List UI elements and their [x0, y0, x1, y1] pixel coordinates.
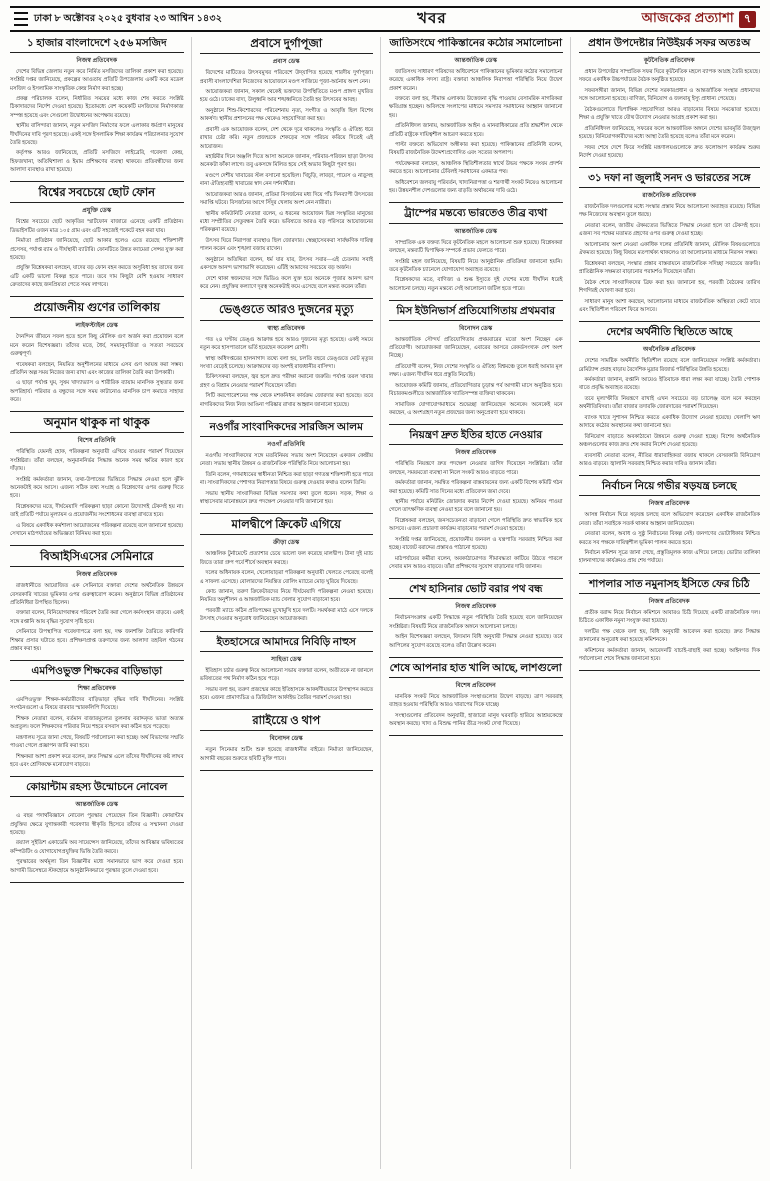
article-divider	[200, 709, 374, 710]
article-divider	[10, 411, 184, 412]
article-paragraph: আয়োজক কমিটি জানায়, প্রতিযোগিতার চূড়ান্ত পর্ব আগামী মাসে অনুষ্ঠিত হবে। বিচারকমণ্ডলীতে আন্তর্জাতিক খ্যাতিসম্পন্ন ব্যক্তিরা থাকবেন।	[389, 382, 563, 398]
article-paragraph: এ ছাড়া পর্যাপ্ত ঘুম, সুষম খাদ্যাভ্যাস ও শারীরিক ব্যায়াম মানসিক সুস্থতার জন্য অপরিহার্য। পরিবার ও বন্ধুদের সঙ্গে সময় কাটানোও মানসিক চাপ কমাতে সাহায্য করে।	[10, 380, 184, 403]
article-paragraph: নির্বাচনসংক্রান্ত একটি সিদ্ধান্তে নতুন পরিস্থিতি তৈরি হয়েছে বলে জানিয়েছেন সংশ্লিষ্টরা। বিষয়টি নিয়ে রাজনৈতিক অঙ্গনে আলোচনা চলছে।	[389, 615, 563, 630]
article-headline[interactable]: শাপলার সাত নমুনাসহ ইসিতে ফের চিঠি	[579, 578, 761, 594]
article-paragraph: মানবিক সংকট নিয়ে আন্তর্জাতিক সংস্থাগুলোর উদ্বেগ বাড়ছে। ত্রাণ সরবরাহ ব্যাহত হওয়ায় পরিস্থিতি আরও খারাপের দিকে যাচ্ছে।	[389, 693, 563, 709]
article-paragraph: প্রতীক বরাদ্দ নিয়ে নির্বাচন কমিশনে আবারও চিঠি দিয়েছে একটি রাজনৈতিক দল। চিঠিতে একাধিক নমুনা সংযুক্ত করা হয়েছে।	[578, 609, 760, 624]
article	[389, 429, 563, 571]
article-byline: ক্রীড়া ডেস্ক	[273, 539, 300, 547]
article-paragraph: সংশ্লিষ্ট কর্মকর্তারা জানান, তথ্য-উপাত্তের ভিত্তিতে সিদ্ধান্ত নেওয়া হলে ঝুঁকি অনেকটাই কমে আসে। এজন্য সঠিক তথ্য সংগ্রহ ও বিশ্লেষণের ওপর গুরুত্ব দিতে হবে।	[10, 476, 184, 499]
article-body	[10, 582, 184, 653]
article-body	[10, 448, 184, 538]
article	[389, 583, 563, 649]
article-paragraph: এমপিওভুক্ত শিক্ষক-কর্মচারীদের বাড়িভাড়া বৃদ্ধির দাবি দীর্ঘদিনের। সংশ্লিষ্ট সংগঠনগুলো এ বিষয়ে বারবার স্মারকলিপি দিয়েছে।	[10, 697, 184, 712]
article-byline: স্বাস্থ্য প্রতিবেদক	[267, 324, 306, 332]
article-paragraph: ইতিহাস চর্চার গুরুত্ব নিয়ে আলোচনা সভায় বক্তারা বলেন, অতীতকে না জানলে ভবিষ্যতের পথ নির্মাণ কঠিন হয়ে পড়ে।	[199, 667, 373, 682]
article	[10, 301, 184, 404]
article-paragraph: আলোচনায় অংশ নেওয়া একাধিক দলের প্রতিনিধি জানান, মৌলিক বিষয়গুলোতে ঐকমত্য হয়েছে। কিছু বিষয়ে মতপার্থক্য থাকলেও তা আলোচনার মাধ্যমে নিরসন সম্ভব।	[578, 242, 760, 257]
article-paragraph: পরবর্তী ম্যাচে কঠিন প্রতিপক্ষের মুখোমুখি হবে দলটি। সমর্থকরা মাঠে এসে দলকে উৎসাহ দেওয়ার অনুরোধ জানিয়েছেন আয়োজকরা।	[199, 608, 373, 623]
article-paragraph: প্রকল্প পরিচালক বলেন, নির্ধারিত সময়ের মধ্যে কাজ শেষ করতে সংশ্লিষ্ট ঠিকাদারদের নির্দেশ দেওয়া হয়েছে। ইতোমধ্যে বেশ কয়েকটি মসজিদের নির্মাণকাজ সম্পন্ন হয়েছে এবং সেগুলো উদ্বোধনের অপেক্ষায় রয়েছে।	[10, 96, 184, 119]
article-divider	[579, 670, 761, 671]
article	[389, 37, 563, 195]
article-paragraph: সামাজিক যোগাযোগমাধ্যমে শুভেচ্ছা জানিয়েছেন অনেকে। অনেকেই মনে করছেন, এ অংশগ্রহণ নতুন প্রজন্মের জন্য অনুপ্রেরণা হয়ে থাকবে।	[389, 401, 563, 417]
article-paragraph: বক্তব্যে বলা হয়, সীমান্ত এলাকায় উত্তেজনা বৃদ্ধি পাওয়ায় বেসামরিক নাগরিকরা ক্ষতিগ্রস্ত হচ্ছেন। অবিলম্বে সংলাপের মাধ্যমে সমস্যার সমাধানের আহ্বান জানানো হয়।	[389, 96, 563, 119]
column-4	[579, 37, 761, 1169]
article-paragraph: প্রতিনিধিদল জানায়, আন্তর্জাতিক আইন ও মানবাধিকারের প্রতি শ্রদ্ধাশীল থেকে প্রতিটি রাষ্ট্রকে দায়িত্বশীল আচরণ করতে হবে।	[389, 123, 563, 138]
article-paragraph: এ বছর পদার্থবিজ্ঞানে নোবেল পুরস্কার পেয়েছেন তিন বিজ্ঞানী। কোয়ান্টাম প্রযুক্তির ক্ষেত্রে যুগান্তকারী গবেষণার স্বীকৃতি হিসেবে তাঁদের এ সম্মাননা দেওয়া হয়েছে।	[10, 813, 184, 836]
article-paragraph: বৈঠকগুলোতে দ্বিপাক্ষিক সহযোগিতা আরও বাড়ানোর বিষয়ে সমঝোতা হয়েছে। শিক্ষা ও প্রযুক্তি খাতে যৌথ উদ্যোগ নেওয়ার আগ্রহ প্রকাশ করা হয়।	[578, 106, 760, 122]
article-body	[579, 511, 761, 565]
article-byline: নিজস্ব প্রতিবেদক	[76, 57, 118, 65]
article-paragraph: কমিশনের কর্মকর্তারা জানান, আবেদনটি যাচাই-বাছাই করা হচ্ছে। আইনগত দিক পর্যালোচনা শেষে সিদ্ধান্ত জানানো হবে।	[578, 647, 760, 662]
article-paragraph: দৈনন্দিন জীবনে সফল হতে হলে কিছু মৌলিক গুণ অর্জন করা প্রয়োজন বলে মনে করেন বিশেষজ্ঞরা। তাঁদের মতে, ধৈর্য, সময়ানুবর্তিতা ও সততা সবচেয়ে গুরুত্বপূর্ণ।	[10, 334, 184, 357]
article-byline: প্রযুক্তি ডেস্ক	[82, 207, 112, 215]
page-number-badge: ৭	[739, 11, 756, 28]
article-paragraph: সংশ্লিষ্ট মহল জানিয়েছে, বিষয়টি নিয়ে আনুষ্ঠানিক প্রতিক্রিয়া জানানো হয়নি। তবে কূটনৈতিক চ্যানেলে যোগাযোগ অব্যাহত রয়েছে।	[389, 258, 563, 273]
article-paragraph: দলের অধিনায়ক বলেন, খেলোয়াড়রা পরিকল্পনা অনুযায়ী খেলতে পেরেছে বলেই এ সাফল্য এসেছে। বোলারদের নিয়ন্ত্রিত বোলিং ম্যাচের মোড় ঘুরিয়ে দিয়েছে।	[199, 570, 373, 585]
article-divider	[389, 578, 563, 579]
article-body	[389, 239, 563, 293]
article-divider	[200, 770, 374, 771]
masthead-left	[14, 12, 222, 27]
article-paragraph: পর্যবেক্ষকরা বলছেন, আঞ্চলিক স্থিতিশীলতার স্বার্থে উভয় পক্ষকে সংযম প্রদর্শন করতে হবে। আলোচনার টেবিলই সমাধানের একমাত্র পথ।	[389, 161, 563, 176]
article-columns	[10, 37, 760, 1169]
article-body	[200, 452, 374, 506]
article-body	[200, 667, 374, 702]
article-paragraph: বিনিয়োগ বাড়াতে অবকাঠামো উন্নয়নে গুরুত্ব দেওয়া হচ্ছে। বিশেষ অর্থনৈতিক অঞ্চলগুলোর কাজ দ্রুত শেষ করার নির্দেশ দেওয়া হয়েছে।	[578, 433, 760, 449]
article-paragraph: সিটি করপোরেশনের পক্ষ থেকে মশকনিধন কার্যক্রম জোরদার করা হয়েছে। তবে নাগরিকদের নিজ নিজ আঙিনা পরিষ্কার রাখার আহ্বান জানানো হয়েছে।	[199, 393, 373, 408]
article-byline: বিশেষ প্রতিবেদন	[455, 681, 496, 689]
article-body	[10, 68, 184, 174]
hamburger-icon[interactable]	[14, 12, 28, 26]
article-paragraph: বিদেশের মাটিতেও উৎসবমুখর পরিবেশে উদ্‌যাপিত হয়েছে শারদীয় দুর্গাপূজা। প্রবাসী বাংলাদেশিরা নিজেদের আয়োজনে মণ্ডপ সাজিয়ে পূজা-অর্চনায় অংশ নেন।	[199, 70, 373, 85]
article-paragraph: নতুন সিনেমার শুটিং শুরু হয়েছে রাজধানীর বাইরে। নির্মাতা জানিয়েছেন, আগামী বছরের শুরুতে ছবিটি মুক্তি পাবে।	[199, 747, 373, 762]
article-paragraph: সংশ্লিষ্ট দপ্তর জানিয়েছে, প্রয়োজনীয় জনবল ও যন্ত্রপাতি সরবরাহ নিশ্চিত করা হচ্ছে। বাজেট বরাদ্দের প্রস্তাবও পাঠানো হয়েছে।	[389, 537, 563, 552]
article-paragraph: মণ্ডপে দেশীয় খাবারের স্টল বসানো হয়েছিল। খিচুড়ি, লাবড়া, পায়েস ও নাড়ুসহ নানা ঐতিহ্যবাহী খাবারের স্বাদ নেন দর্শনার্থীরা।	[199, 173, 373, 188]
article-paragraph: রাজধানীতে আয়োজিত এক সেমিনারে বক্তারা দেশের অর্থনৈতিক উন্নয়নে বেসরকারি খাতের ভূমিকার ওপর গুরুত্বারোপ করেন। অনুষ্ঠানে বিভিন্ন প্রতিষ্ঠানের প্রতিনিধিরা উপস্থিত ছিলেন।	[10, 583, 184, 606]
article-paragraph: বক্তারা বলেন, বিনিয়োগবান্ধব পরিবেশ তৈরি করা গেলে কর্মসংস্থান বাড়বে। একই সঙ্গে রপ্তানি আয় বৃদ্ধির সুযোগ সৃষ্টি হবে।	[10, 610, 184, 625]
article-paragraph: রাজনৈতিক দলগুলোর মধ্যে সংস্কার প্রস্তাব নিয়ে আলোচনা অব্যাহত রয়েছে। বিভিন্ন পক্ষ নিজেদের অবস্থান তুলে ধরছে।	[578, 204, 760, 219]
article-byline: শিক্ষা প্রতিবেদক	[77, 685, 116, 693]
article-headline[interactable]: ১ হাজার বাংলাদেশে ২৫৬ মসজিদ	[10, 37, 184, 53]
article-paragraph: সফর শেষে দেশে ফিরে সংশ্লিষ্ট মন্ত্রণালয়গুলোকে দ্রুত ফলোআপ কার্যক্রম শুরুর নির্দেশ দেওয়া হয়েছে।	[578, 144, 760, 159]
article	[579, 578, 761, 663]
article-headline[interactable]: শেখ হাসিনার ভোট বরার পথ বন্ধ	[389, 583, 563, 599]
article-body	[389, 460, 563, 571]
article-paragraph: কর্মকর্তারা জানান, রপ্তানি আয়েও ইতিবাচক ধারা লক্ষ্য করা যাচ্ছে। তৈরি পোশাক খাতে প্রবৃদ্ধি অব্যাহত রয়েছে।	[578, 377, 760, 392]
article-headline[interactable]: মিস ইউনিভার্স প্রতিযোগিতায় প্রথমবার	[389, 305, 563, 321]
article-body	[389, 336, 563, 417]
article-body	[579, 68, 761, 160]
article-paragraph: চিকিৎসকরা বলছেন, জ্বর হলে দ্রুত পরীক্ষা করানো জরুরি। পর্যাপ্ত তরল খাবার গ্রহণ ও বিশ্রাম নেওয়ার পরামর্শ দিয়েছেন তাঁরা।	[199, 374, 373, 389]
article-body	[10, 218, 184, 289]
newspaper-logo: আজকের প্রত্যাশা	[641, 9, 734, 25]
article-paragraph: প্রতিনিধিদল জানিয়েছে, সফরের ফলে আন্তর্জাতিক অঙ্গনে দেশের ভাবমূর্তি উজ্জ্বল হয়েছে। বিনিয়োগকারীদের মধ্যে আস্থা তৈরি হয়েছে বলেও তাঁরা মনে করেন।	[578, 125, 760, 141]
article-body	[389, 68, 563, 195]
article	[10, 550, 184, 653]
publication-date: ঢাকা ৮ অক্টোবর ২০২৫ বুধবার ২৩ আশ্বিন ১৪৩২	[34, 13, 223, 24]
article-paragraph: মন্ত্রণালয় সূত্রে জানা গেছে, বিষয়টি পর্যালোচনা করা হচ্ছে। অর্থ বিভাগের সম্মতি পাওয়া গেলে প্রজ্ঞাপন জারি করা হবে।	[10, 734, 184, 750]
article-headline[interactable]: বিশ্বের সবচেয়ে ছোট ফোন	[10, 186, 184, 203]
article-byline: আন্তর্জাতিক ডেস্ক	[75, 801, 119, 809]
article-paragraph: পুরস্কারের অর্থমূল্য তিন বিজ্ঞানীর মধ্যে সমানভাবে ভাগ করে দেওয়া হবে। আগামী ডিসেম্বরে স্টকহোমে আনুষ্ঠানিকভাবে পুরস্কার তুলে দেওয়া হবে।	[10, 859, 184, 874]
article-paragraph: তিনি বলেন, গণমাধ্যমের স্বাধীনতা নিশ্চিত করা ছাড়া গণতন্ত্র শক্তিশালী হতে পারে না। সাংবাদিকদের পেশাগত নিরাপত্তার বিষয়ে গুরুত্ব দেওয়ার কথাও বলেন তিনি।	[199, 471, 373, 486]
article-headline[interactable]: ইতহাসেরে আমাদরে নিবিড়ি নাহুস	[200, 636, 374, 652]
article-body	[10, 812, 184, 874]
article-paragraph: বৈঠক শেষে সাংবাদিকদের ব্রিফ করা হয়। জানানো হয়, পরবর্তী বৈঠকের তারিখ শিগগিরই ঘোষণা করা হবে।	[578, 279, 760, 295]
article-paragraph: তবে মূল্যস্ফীতি নিয়ন্ত্রণে রাখাই এখন সবচেয়ে বড় চ্যালেঞ্জ বলে মনে করছেন অর্থনীতিবিদরা। তাঁরা বাজার তদারকি জোরদারের পরামর্শ দিয়েছেন।	[578, 396, 760, 411]
article-paragraph: সাধারণ মানুষ আশা করছেন, আলোচনার মাধ্যমে রাজনৈতিক অস্থিরতা কেটে যাবে এবং স্থিতিশীল পরিবেশ ফিরে আসবে।	[578, 298, 760, 314]
article-paragraph: বিশ্লেষকরা বলছেন, সংস্কার প্রস্তাব বাস্তবায়নে রাজনৈতিক সদিচ্ছা সবচেয়ে জরুরি। প্রাতিষ্ঠানিক সক্ষমতা বাড়ানোর পরামর্শও দিয়েছেন তাঁরা।	[578, 261, 760, 276]
article-byline: বিনোদন ডেস্ক	[269, 735, 303, 743]
article-body	[200, 550, 374, 623]
article-paragraph: আসন্ন নির্বাচন ঘিরে ষড়যন্ত্র চলছে বলে অভিযোগ করেছেন একাধিক রাজনৈতিক নেতা। তাঁরা সবাইকে সতর্ক থাকার আহ্বান জানিয়েছেন।	[578, 512, 760, 527]
article-paragraph: সংস্থাগুলোর প্রতিবেদন অনুযায়ী, হাজারো মানুষ ঘরবাড়ি হারিয়ে আশ্রয়কেন্দ্রে অবস্থান করছে। খাদ্য ও বিশুদ্ধ পানির তীব্র সংকট দেখা দিয়েছে।	[389, 712, 563, 727]
article	[10, 186, 184, 289]
article	[200, 421, 374, 506]
article-divider	[579, 167, 761, 168]
article-divider	[389, 735, 563, 736]
article-paragraph: নেতারা বলেন, অবাধ ও সুষ্ঠু নির্বাচনের বিকল্প নেই। জনগণের ভোটাধিকার নিশ্চিত করতে সব পক্ষকে দায়িত্বশীল ভূমিকা পালন করতে হবে।	[578, 531, 760, 546]
article-paragraph: গত ২৪ ঘণ্টায় ডেঙ্গু আক্রান্ত হয়ে আরও দুজনের মৃত্যু হয়েছে। একই সময়ে নতুন করে হাসপাতালে ভর্তি হয়েছেন কয়েকশ রোগী।	[199, 336, 373, 351]
article-divider	[10, 181, 184, 182]
article-paragraph: অনুষ্ঠানে শিশু-কিশোরদের পরিবেশনায় নৃত্য, সংগীত ও আবৃত্তি ছিল বিশেষ আকর্ষণ। স্থানীয় প্রশাসনের পক্ষ থেকেও সহযোগিতা করা হয়।	[199, 108, 373, 123]
article-paragraph: দলটির পক্ষ থেকে বলা হয়, বিধি অনুযায়ী আবেদন করা হয়েছে। দ্রুত সিদ্ধান্ত জানানোর অনুরোধ করা হয়েছে কমিশনকে।	[578, 628, 760, 643]
article-paragraph: বিশ্লেষকরা বলছেন, জনসচেতনতা বাড়ানো গেলে পরিস্থিতি দ্রুত স্বাভাবিক হয়ে আসবে। এজন্য প্রচারণা কার্যক্রম বাড়ানোর পরামর্শ দেওয়া হয়েছে।	[389, 518, 563, 533]
article	[579, 326, 761, 468]
article-divider	[200, 513, 374, 514]
article-byline: নওগাঁ প্রতিনিধি	[267, 440, 305, 448]
article-byline: সাহিত্য ডেস্ক	[271, 655, 302, 663]
article-divider	[389, 424, 563, 425]
article	[200, 518, 374, 624]
article-paragraph: সাম্প্রতিক এক বক্তব্য ঘিরে কূটনৈতিক মহলে আলোচনা শুরু হয়েছে। বিশ্লেষকরা বলছেন, মন্তব্যটি দ্বিপাক্ষিক সম্পর্কে প্রভাব ফেলতে পারে।	[389, 239, 563, 254]
article-byline: অর্থনৈতিক প্রতিবেদক	[643, 346, 696, 354]
article-headline[interactable]: দেশের অর্থনীতি স্থিতিতে আছে	[579, 326, 761, 342]
article-body	[579, 203, 761, 314]
article-paragraph: রয়্যাল সুইডিশ একাডেমি অব সায়েন্সেস জানিয়েছে, তাঁদের আবিষ্কার ভবিষ্যতের কম্পিউটিং ও যোগাযোগপ্রযুক্তির ভিত্তি তৈরি করবে।	[10, 840, 184, 855]
article-body	[200, 336, 374, 409]
article-paragraph: কর্মকর্তারা জানান, সমন্বিত পরিকল্পনা বাস্তবায়নের জন্য একটি বিশেষ কমিটি গঠন করা হয়েছে। কমিটি সাত দিনের মধ্যে প্রতিবেদন জমা দেবে।	[389, 480, 563, 495]
article	[579, 37, 761, 160]
article-paragraph: স্থানীয় পর্যায়ে মনিটরিং জোরদার করার নির্দেশ দেওয়া হয়েছে। অনিয়ম পাওয়া গেলে তাৎক্ষণিক ব্যবস্থা নেওয়া হবে বলে জানানো হয়।	[389, 499, 563, 514]
article	[389, 662, 563, 728]
column-2	[200, 37, 382, 1169]
article	[389, 305, 563, 417]
article-paragraph: মহাষ্টমীর দিনে অঞ্জলি দিতে আসা অনেকে জানান, পরিবার-পরিজন ছাড়া উৎসব অনেকটা ফাঁকা লাগে। তবু একসঙ্গে মিলিত হয়ে সেই অভাব কিছুটা পূরণ হয়।	[199, 154, 373, 169]
article-divider	[579, 321, 761, 322]
article-paragraph: কোচ জানান, তরুণ ক্রিকেটারদের নিয়ে দীর্ঘমেয়াদি পরিকল্পনা নেওয়া হয়েছে। নিয়মিত অনুশীলন ও আন্তর্জাতিক ম্যাচ খেলার সুযোগ বাড়ানো হবে।	[199, 589, 373, 604]
article-headline[interactable]: এমপিওভুক্ত শিক্ষকের বাড়িভাড়া	[10, 665, 184, 681]
article	[10, 37, 184, 174]
article-paragraph: স্থানীয় বাসিন্দারা জানান, নতুন মসজিদ নির্মাণের ফলে এলাকার ধর্মপ্রাণ মানুষের দীর্ঘদিনের দাবি পূরণ হয়েছে। একই সঙ্গে ইসলামিক শিক্ষা কার্যক্রম পরিচালনার সুযোগ তৈরি হয়েছে।	[10, 123, 184, 146]
article-divider	[10, 776, 184, 777]
article-paragraph: গবেষকরা বলছেন, নিয়মিত অনুশীলনের মাধ্যমে এসব গুণ আয়ত্ত করা সম্ভব। প্রতিদিন অল্প সময় নিজের জন্য রাখা এবং কাজের তালিকা তৈরি করা উপকারী।	[10, 361, 184, 376]
article-byline: আন্তর্জাতিক ডেস্ক	[454, 227, 498, 235]
article-paragraph: পরিস্থিতি যেমনই হোক, পরিকল্পনা অনুযায়ী এগিয়ে যাওয়ার পরামর্শ দিয়েছেন সংশ্লিষ্টরা। তাঁরা বলছেন, অনুমাননির্ভর সিদ্ধান্ত অনেক সময় ক্ষতির কারণ হয়ে দাঁড়ায়।	[10, 449, 184, 472]
article-paragraph: নেতারা বলেন, জাতীয় ঐকমত্যের ভিত্তিতে সিদ্ধান্ত নেওয়া হলে তা টেকসই হবে। এজন্য সব পক্ষের মতামত গ্রহণের ওপর গুরুত্ব দেওয়া হচ্ছে।	[578, 223, 760, 238]
article-paragraph: পরিস্থিতি নিয়ন্ত্রণে দ্রুত পদক্ষেপ নেওয়ার তাগিদ দিয়েছেন সংশ্লিষ্টরা। তাঁরা বলছেন, সময়মতো ব্যবস্থা না নিলে সংকট আরও বাড়তে পারে।	[389, 461, 563, 476]
article-byline: নিজস্ব প্রতিবেদক	[76, 571, 118, 579]
article-paragraph: শিক্ষক নেতারা বলেন, বর্তমান বাজারমূল্যের তুলনায় বরাদ্দকৃত ভাতা অত্যন্ত অপ্রতুল। ফলে শিক্ষকদের পরিবার নিয়ে শহরে বসবাস করা কঠিন হয়ে পড়েছে।	[10, 716, 184, 731]
article-byline: বিশেষ প্রতিনিধি	[77, 437, 116, 445]
article-headline[interactable]: বিআইসিএসের সেমিনারে	[10, 550, 184, 567]
article-paragraph: সেমিনারে উপস্থাপিত গবেষণাপত্রে বলা হয়, দক্ষ জনশক্তি তৈরিতে কারিগরি শিক্ষার প্রসার ঘটাতে হবে। প্রশিক্ষণপ্রাপ্ত তরুণদের জন্য আলাদা তহবিল গঠনের প্রস্তাব করা হয়।	[10, 629, 184, 652]
article-divider	[389, 657, 563, 658]
article-paragraph: আয়োজকরা জানান, সকাল থেকেই ভক্তদের উপস্থিতিতে মণ্ডপ প্রাঙ্গণ মুখরিত হয়ে ওঠে। ঢাকের বাদ্য, উলুধ্বনি আর শঙ্খধ্বনিতে তৈরি হয় উৎসবের আবহ।	[199, 89, 373, 104]
article-headline[interactable]: রাাইয়েে ও থাপ	[200, 714, 374, 731]
article-divider	[389, 202, 563, 203]
article-headline[interactable]: অনুমান থাকুক না থাকুক	[10, 416, 184, 433]
article-headline[interactable]: প্রবাসে দুর্গাপূজা	[200, 37, 374, 54]
article-paragraph: সফরসঙ্গীরা জানান, বিভিন্ন দেশের সরকারপ্রধান ও আন্তর্জাতিক সংস্থার প্রধানদের সঙ্গে আলোচনা হয়েছে। বাণিজ্য, বিনিয়োগ ও জলবায়ু ইস্যু প্রাধান্য পেয়েছে।	[578, 88, 760, 103]
article-byline: নিজস্ব প্রতিবেদক	[455, 449, 497, 457]
article-paragraph: দেশে থাকা স্বজনদের সঙ্গে ভিডিও কলে যুক্ত হয়ে অনেকে পূজার আনন্দ ভাগ করে নেন। প্রযুক্তির কল্যাণে দূরত্ব অনেকটাই কমে এসেছে বলে মন্তব্য করেন তাঁরা।	[199, 275, 373, 291]
article-paragraph: প্রবাসী এক আয়োজক বলেন, দেশ থেকে দূরে থাকলেও সংস্কৃতি ও ঐতিহ্য ধরে রাখার চেষ্টা করি। নতুন প্রজন্মকে শেকড়ের সঙ্গে পরিচয় করিয়ে দিতেই এই আয়োজন।	[199, 127, 373, 150]
article-body	[389, 614, 563, 649]
article-headline[interactable]: ৩১ দফা না জুলাই সনদ ও ভারতের সঙ্গে	[579, 172, 761, 188]
article-paragraph: সভায় বলা হয়, তরুণ প্রজন্মের কাছে ইতিহাসকে আকর্ষণীয়ভাবে উপস্থাপন করতে হবে। এজন্য প্রামাণ্যচিত্র ও ডিজিটাল আর্কাইভ তৈরির পরামর্শ দেওয়া হয়।	[199, 686, 373, 701]
article-paragraph: বিশ্বের সবচেয়ে ছোট আকৃতির স্মার্টফোন বাজারে এনেছে একটি প্রতিষ্ঠান। ডিভাইসটির ওজন মাত্র ১০৫ গ্রাম এবং এটি সহজেই পকেটে বহন করা যায়।	[10, 219, 184, 234]
article-headline[interactable]: মালদ্বীপে ক্রিকেট এগিয়ে	[200, 518, 374, 535]
article-paragraph: পাল্টা বক্তব্যে অভিযোগ অস্বীকার করা হয়েছে। পাকিস্তানের প্রতিনিধি বলেন, বিষয়টি রাজনৈতিক উদ্দেশ্যপ্রণোদিত এবং সত্যের অপলাপ।	[389, 142, 563, 157]
article-paragraph: বিশ্লেষকদের মতে, বাণিজ্য ও শুল্ক ইস্যুতে দুই দেশের মধ্যে দীর্ঘদিন ধরেই আলোচনা চলছে। নতুন মন্তব্যে সেই আলোচনা জটিল হতে পারে।	[389, 277, 563, 292]
article-paragraph: আঞ্চলিক টুর্নামেন্টে প্রত্যাশার চেয়ে ভালো ফল করেছে মালদ্বীপ। টানা দুই ম্যাচ জিতে তারা গ্রুপ পর্বে শীর্ষে অবস্থান করছে।	[199, 551, 373, 566]
article-paragraph: সভায় স্থানীয় সাংবাদিকরা বিভিন্ন সমস্যার কথা তুলে ধরেন। সড়ক, শিক্ষা ও স্বাস্থ্যসেবার মানোন্নয়নে দ্রুত পদক্ষেপ নেওয়ার দাবি জানানো হয়।	[199, 490, 373, 505]
article-headline[interactable]: শেষে আপনার হাত খালি আছে, লাশগুলো	[389, 662, 563, 678]
article-paragraph: জাতিসংঘ সাধারণ পরিষদের অধিবেশনে পাকিস্তানের ভূমিকার কঠোর সমালোচনা করেছে একাধিক সদস্য রাষ্ট্র। বক্তারা আঞ্চলিক নিরাপত্তা পরিস্থিতি নিয়ে উদ্বেগ প্রকাশ করেন।	[389, 69, 563, 92]
article	[10, 781, 184, 875]
article-headline[interactable]: নওগাঁর সাংবাদিকদের সারজিস আলম	[200, 421, 374, 437]
article-byline: নিজস্ব প্রতিবেদক	[648, 597, 690, 605]
article-divider	[579, 475, 761, 476]
article-headline[interactable]: ভেঙ্গুতে আরও দুজনের মৃত্যু	[200, 303, 374, 320]
article-divider	[10, 660, 184, 661]
article-headline[interactable]: নিয়ন্ত্রণ দ্রুত ইতির হাতে নেওয়ার	[389, 429, 563, 445]
article-paragraph: বিশ্লেষকদের মতে, দীর্ঘমেয়াদি পরিকল্পনা ছাড়া কোনো উদ্যোগই টেকসই হয় না। তাই প্রতিটি পর্যায়ে মূল্যায়ন ও প্রয়োজনীয় সংশোধনের ব্যবস্থা রাখতে হবে।	[10, 503, 184, 518]
article-paragraph: দেশের সামষ্টিক অর্থনীতি স্থিতিশীল রয়েছে বলে জানিয়েছেন সংশ্লিষ্ট কর্মকর্তারা। রেমিট্যান্স প্রবাহ বাড়ায় বৈদেশিক মুদ্রার রিজার্ভ পরিস্থিতির উন্নতি হয়েছে।	[578, 358, 760, 373]
article-divider	[10, 296, 184, 297]
article-byline: রাজনৈতিক প্রতিবেদক	[642, 192, 697, 200]
article-paragraph: প্রযুক্তি বিশ্লেষকরা বলছেন, যাদের বড় ফোন বহন করতে অসুবিধা হয় তাদের জন্য এটি একটি ভালো বিকল্প হতে পারে। তবে দাম কিছুটা বেশি হওয়ায় সাধারণ ক্রেতাদের কাছে জনপ্রিয়তা পেতে সময় লাগবে।	[10, 265, 184, 288]
article-paragraph: শিক্ষকরা আশা প্রকাশ করে বলেন, দ্রুত সিদ্ধান্ত এলে তাঁদের দীর্ঘদিনের কষ্ট লাঘব হবে এবং শ্রেণিকক্ষে মনোযোগ বাড়বে।	[10, 753, 184, 769]
article	[389, 207, 563, 292]
article-headline[interactable]: কোয়ান্টাম রহস্য উন্মোচনে নোবেল	[10, 781, 184, 797]
article-byline: বিনোদন ডেস্ক	[459, 324, 493, 332]
article-divider	[579, 573, 761, 574]
article-headline[interactable]: প্রধান উপদেষ্টার নিউইয়র্ক সফর অতঃঅ	[579, 37, 761, 53]
article-paragraph: নির্বাচন কমিশন সূত্রে জানা গেছে, প্রস্তুতিমূলক কাজ এগিয়ে চলছে। ভোটার তালিকা হালনাগাদের কার্যক্রমও প্রায় শেষ পর্যায়ে।	[578, 550, 760, 565]
article-divider	[10, 882, 184, 883]
article-headline[interactable]: জাতিসংঘে পাকিস্তানের কঠোর সমালোচনা	[389, 37, 563, 53]
article	[10, 665, 184, 769]
article	[579, 172, 761, 314]
article-headline[interactable]: প্রয়োজনীয় গুণের তালিকায়	[10, 301, 184, 318]
article	[10, 416, 184, 538]
article	[579, 480, 761, 565]
column-3	[389, 37, 571, 1169]
article-divider	[200, 416, 374, 417]
article	[200, 714, 374, 763]
article-paragraph: প্রধান উপদেষ্টার সাম্প্রতিক সফর ঘিরে কূটনৈতিক মহলে ব্যাপক আগ্রহ তৈরি হয়েছে। সফরে একাধিক উচ্চপর্যায়ের বৈঠক অনুষ্ঠিত হয়েছে।	[578, 69, 760, 84]
article-paragraph: আইন বিশেষজ্ঞরা বলছেন, বিদ্যমান বিধি অনুযায়ী সিদ্ধান্ত নেওয়া হয়েছে। তবে আপিলের সুযোগ রয়েছে বলেও তাঁরা উল্লেখ করেন।	[389, 634, 563, 649]
article-paragraph: নওগাঁয় সাংবাদিকদের সঙ্গে মতবিনিময় সভায় অংশ নিয়েছেন একজন কেন্দ্রীয় নেতা। সভায় স্থানীয় উন্নয়ন ও রাজনৈতিক পরিস্থিতি নিয়ে আলোচনা হয়।	[199, 452, 373, 468]
article-byline: নিজস্ব প্রতিবেদক	[455, 603, 497, 611]
article-divider	[200, 298, 374, 299]
article-byline: প্রবাস ডেস্ক	[272, 58, 300, 66]
article-paragraph: ব্যাংক খাতে সুশাসন নিশ্চিত করতে একাধিক উদ্যোগ নেওয়া হয়েছে। খেলাপি ঋণ আদায়ে কঠোর অবস্থানের কথা জানানো হয়।	[578, 415, 760, 430]
article-paragraph: আন্তর্জাতিক সৌন্দর্য প্রতিযোগিতায় প্রথমবারের মতো অংশ নিচ্ছেন এক প্রতিযোগী। আয়োজকরা জানিয়েছেন, এবারের আসরে রেকর্ডসংখ্যক দেশ অংশ নিচ্ছে।	[389, 336, 563, 360]
article-body	[200, 69, 374, 291]
article-paragraph: উৎসব ঘিরে নিরাপত্তা ব্যবস্থাও ছিল জোরদার। স্বেচ্ছাসেবকরা সার্বক্ষণিক দায়িত্ব পালন করেন এবং শৃঙ্খলা বজায় রাখেন।	[199, 238, 373, 253]
article-divider	[200, 631, 374, 632]
article-paragraph: স্থানীয় কমিউনিটি নেতারা বলেন, এ ধরনের আয়োজন ভিন্ন সংস্কৃতির মানুষের মধ্যে সম্প্রীতির সেতুবন্ধন তৈরি করে। ভবিষ্যতে আরও বড় পরিসরে আয়োজনের পরিকল্পনা রয়েছে।	[199, 210, 373, 234]
article-headline[interactable]: ট্রাম্পের মন্তব্যে ভারতেও তীব্র ব্যথা	[389, 207, 563, 223]
article-byline: নিজস্ব প্রতিবেদক	[648, 500, 690, 508]
article-paragraph: অধিবেশনে জলবায়ু পরিবর্তন, খাদ্যনিরাপত্তা ও শরণার্থী সংকট নিয়েও আলোচনা হয়। উন্নয়নশীল দেশগুলোর জন্য বাড়তি অর্থায়নের দাবি ওঠে।	[389, 180, 563, 195]
article-body	[389, 693, 563, 728]
article	[200, 303, 374, 409]
article-byline: কূটনৈতিক প্রতিবেদক	[643, 57, 695, 65]
article-paragraph: প্রতিযোগী বলেন, নিজ দেশের সংস্কৃতি ও ঐতিহ্য বিশ্বমঞ্চে তুলে ধরাই আমার মূল লক্ষ্য। এজন্য দীর্ঘদিন ধরে প্রস্তুতি নিয়েছি।	[389, 364, 563, 379]
masthead-right	[642, 9, 756, 30]
article-body	[10, 696, 184, 769]
masthead	[10, 6, 760, 32]
article-paragraph: আয়োজকরা আরও জানান, প্রতিমা বিসর্জনের মধ্য দিয়ে পাঁচ দিনব্যাপী উৎসবের সমাপ্তি ঘটবে। বিসর্জনের আগে সিঁদুর খেলায় অংশ নেন নারীরা।	[199, 192, 373, 207]
article-paragraph: দেশের বিভিন্ন জেলায় নতুন করে নির্মিত মসজিদের তালিকা প্রকাশ করা হয়েছে। সংশ্লিষ্ট দপ্তর জানিয়েছে, প্রকল্পের আওতায় প্রতিটি উপজেলায় একটি করে মডেল মসজিদ ও ইসলামিক সাংস্কৃতিক কেন্দ্র নির্মাণ করা হচ্ছে।	[10, 69, 184, 92]
column-1	[10, 37, 192, 1169]
article-body	[579, 609, 761, 663]
article-divider	[10, 545, 184, 546]
article	[200, 37, 374, 291]
article-paragraph: এ বিষয়ে একাধিক কর্মশালা আয়োজনের পরিকল্পনা রয়েছে বলে জানানো হয়েছে। সেখানে মাঠপর্যায়ের অভিজ্ঞতা বিনিময় করা হবে।	[10, 522, 184, 537]
article-body	[200, 746, 374, 762]
article-paragraph: ব্যবসায়ী নেতারা বলেন, নীতির ধারাবাহিকতা বজায় থাকলে বেসরকারি বিনিয়োগ আরও বাড়বে। জ্বালানি সরবরাহ নিশ্চিত করার দাবিও জানান তাঁরা।	[578, 452, 760, 468]
article-paragraph: অনুষ্ঠানে অতিথিরা বলেন, ধর্ম যার যার, উৎসব সবার—এই চেতনায় সবাই একসঙ্গে আনন্দ ভাগাভাগি করেছেন। এটিই আমাদের সবচেয়ে বড় অর্জন।	[199, 256, 373, 272]
article-body	[10, 333, 184, 404]
article-divider	[389, 300, 563, 301]
article-headline[interactable]: নির্বাচন নিয়ে গভীর ষড়যন্ত্র চলছে	[579, 480, 761, 496]
article-paragraph: কর্তৃপক্ষ আরও জানিয়েছে, প্রতিটি মসজিদে লাইব্রেরি, গবেষণা কেন্দ্র, হিফজখানা, অতিথিশালা ও ইমাম প্রশিক্ষণের ব্যবস্থা থাকবে। প্রতিবন্ধীদের জন্য আলাদা ব্যবস্থাও রাখা হয়েছে।	[10, 150, 184, 173]
section-title: খবর	[417, 10, 447, 27]
article-paragraph: স্বাস্থ্য অধিদপ্তরের হালনাগাদ তথ্যে বলা হয়, চলতি বছরে ডেঙ্গুতে মোট মৃত্যুর সংখ্যা বেড়েই চলেছে। আক্রান্তদের বড় অংশই রাজধানীর বাসিন্দা।	[199, 355, 373, 370]
article-byline: লাইফস্টাইল ডেস্ক	[75, 322, 118, 330]
article-paragraph: নির্মাতা প্রতিষ্ঠান জানিয়েছে, ছোট আকার হলেও এতে রয়েছে শক্তিশালী প্রসেসর, পর্যাপ্ত র‍্যাম ও দীর্ঘস্থায়ী ব্যাটারি। ফোনটিতে উন্নত ক্যামেরা সেন্সর যুক্ত করা হয়েছে।	[10, 238, 184, 261]
article	[200, 636, 374, 702]
article-body	[579, 357, 761, 468]
article-paragraph: মাঠপর্যায়ের কর্মীরা বলেন, অবকাঠামোগত সীমাবদ্ধতা কাটিয়ে উঠতে পারলে সেবার মান আরও বাড়বে। তাঁরা প্রশিক্ষণের সুযোগ বাড়ানোর দাবি জানান।	[389, 555, 563, 571]
article-byline: আন্তর্জাতিক ডেস্ক	[454, 57, 498, 65]
